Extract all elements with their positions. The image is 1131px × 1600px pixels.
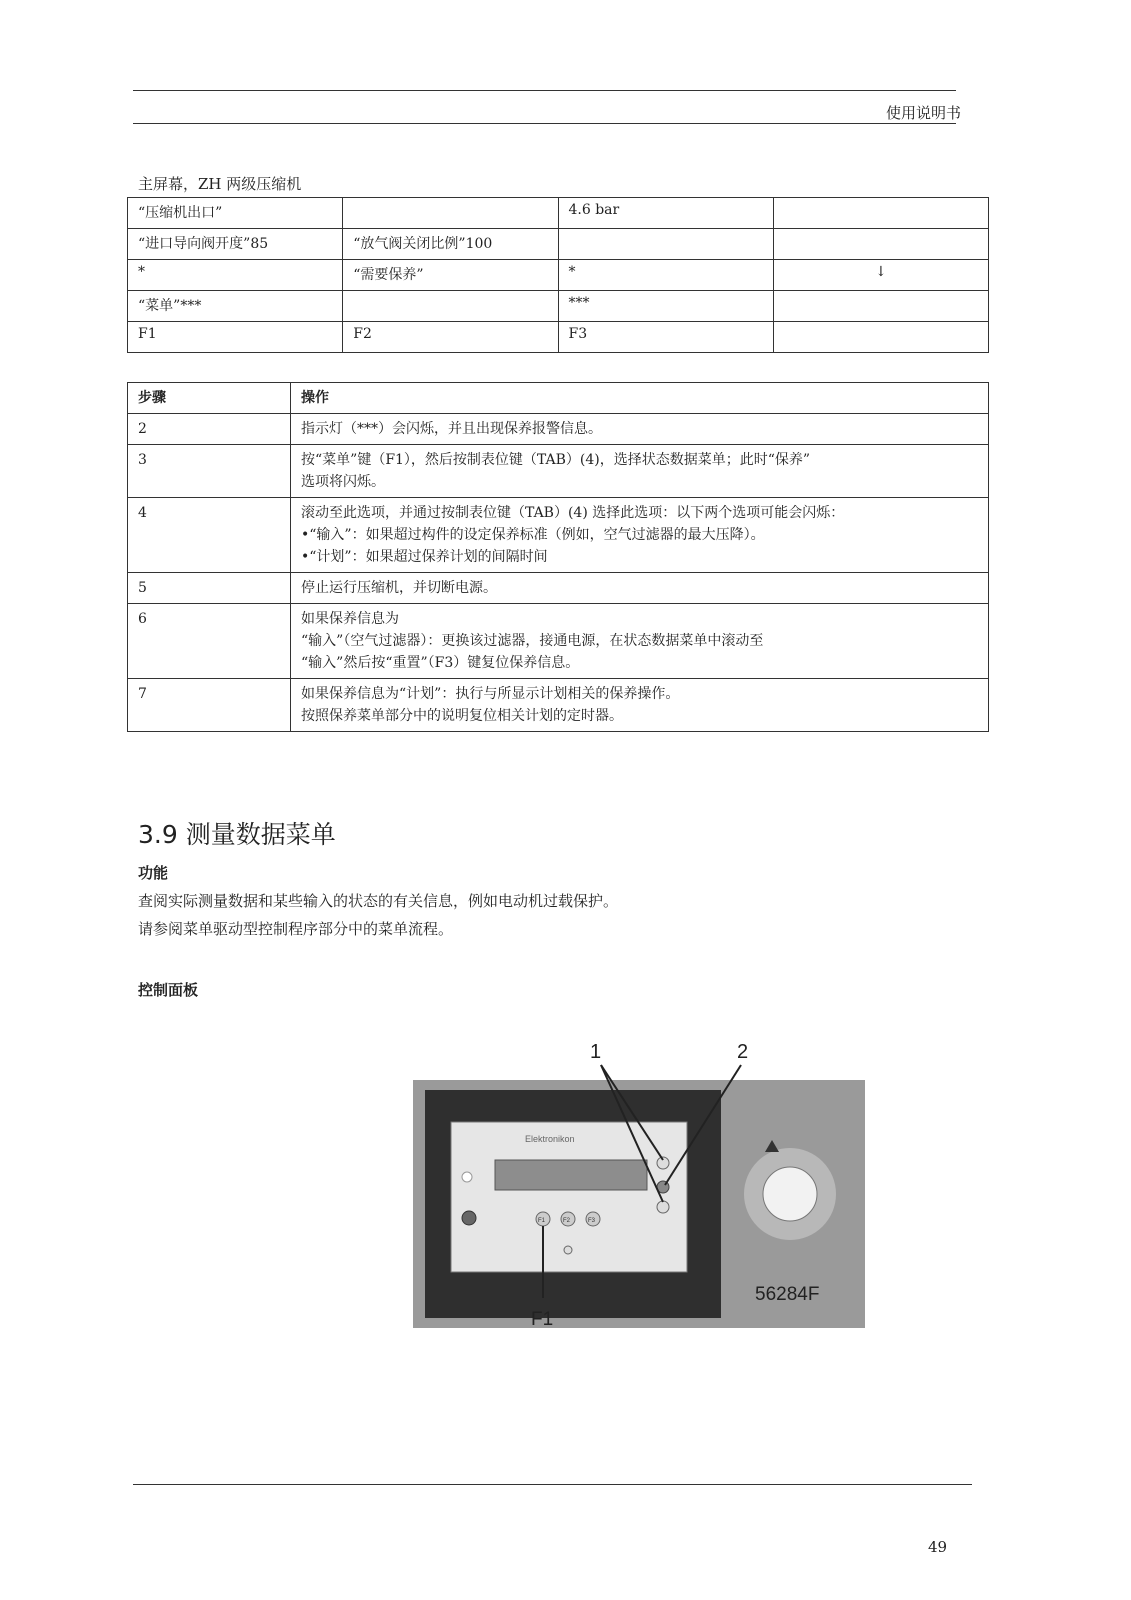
steps-table (127, 382, 989, 732)
action-line: 滚动至此选项，并通过按制表位键（TAB）(4) 选择此选项：以下两个选项可能会闪烁： (301, 505, 845, 521)
table-row (128, 198, 989, 229)
f1-key-label: F1 (538, 1218, 546, 1224)
table-cell: “菜单”*** (128, 291, 343, 322)
column-header-step: 步骤 (128, 383, 291, 414)
page-number: 49 (928, 1538, 948, 1556)
table-cell: * (128, 260, 343, 291)
function-line: 查阅实际测量数据和某些输入的状态的有关信息，例如电动机过载保护。 (138, 892, 619, 910)
table-cell (773, 291, 988, 322)
start-button[interactable] (462, 1211, 476, 1225)
action-line: 如果保养信息为 (301, 611, 399, 627)
table-cell: * (558, 260, 773, 291)
table-cell: “放气阀关闭比例”100 (343, 229, 558, 260)
screen-caption: 主屏幕，ZH 两级压缩机 (138, 175, 302, 193)
table-row (128, 445, 989, 498)
column-header-action: 操作 (291, 383, 989, 414)
function-line: 请参阅菜单驱动型控制程序部分中的菜单流程。 (138, 920, 454, 938)
table-row (128, 498, 989, 573)
indicator-light-icon (462, 1172, 472, 1182)
emergency-stop-button[interactable] (763, 1167, 817, 1221)
table-cell: “进口导向阀开度”85 (128, 229, 343, 260)
step-action (291, 445, 989, 498)
action-line: 指示灯（***）会闪烁，并且出现保养报警信息。 (301, 421, 602, 437)
step-number: 7 (128, 679, 291, 732)
control-panel-figure (405, 1030, 870, 1380)
callout-1-label: 1 (590, 1041, 602, 1063)
action-line: “输入”（空气过滤器）：更换该过滤器，接通电源，在状态数据菜单中滚动至 (301, 633, 764, 649)
action-line: “输入”然后按“重置”（F3）键复位保养信息。 (301, 655, 580, 671)
table-cell: *** (558, 291, 773, 322)
table-cell (773, 322, 988, 353)
step-number: 4 (128, 498, 291, 573)
panel-heading: 控制面板 (138, 981, 199, 999)
callout-f1-label: F1 (531, 1309, 554, 1330)
table-row (128, 260, 989, 291)
table-cell: F2 (343, 322, 558, 353)
screen-table (127, 197, 989, 353)
action-line: 按“菜单”键（F1），然后按制表位键（TAB）(4)，选择状态数据菜单；此时“保养” (301, 452, 811, 468)
table-cell (773, 198, 988, 229)
action-line: 按照保养菜单部分中的说明复位相关计划的定时器。 (301, 708, 623, 724)
step-action (291, 604, 989, 679)
table-row (128, 604, 989, 679)
action-line: 停止运行压缩机，并切断电源。 (301, 580, 497, 596)
action-line: •“输入”：如果超过构件的设定保养标准（例如，空气过滤器的最大压降）。 (301, 527, 765, 543)
table-cell: 4.6 bar (558, 198, 773, 229)
callout-2-label: 2 (737, 1041, 749, 1063)
down-arrow-cell: ↓ (773, 260, 988, 291)
action-line: 选项将闪烁。 (301, 474, 385, 490)
step-action (291, 573, 989, 604)
action-line: •“计划”：如果超过保养计划的间隔时间 (301, 549, 548, 565)
step-action (291, 414, 989, 445)
step-number: 5 (128, 573, 291, 604)
table-cell (773, 229, 988, 260)
header-rule-top (133, 90, 956, 91)
step-number: 6 (128, 604, 291, 679)
function-heading: 功能 (138, 864, 169, 882)
table-row (128, 229, 989, 260)
table-cell: “需要保养” (343, 260, 558, 291)
stop-symbol-icon (564, 1246, 572, 1254)
scroll-down-key[interactable] (657, 1201, 669, 1213)
footer-rule (133, 1484, 972, 1485)
brand-label: Elektronikon (525, 1134, 575, 1144)
step-action (291, 498, 989, 573)
section-title: 3.9 测量数据菜单 (138, 820, 336, 849)
table-cell (343, 291, 558, 322)
header-title: 使用说明书 (885, 104, 961, 122)
table-header-row (128, 383, 989, 414)
table-row (128, 291, 989, 322)
step-number: 3 (128, 445, 291, 498)
table-row (128, 414, 989, 445)
table-row (128, 573, 989, 604)
table-cell (343, 198, 558, 229)
f3-key-label: F3 (588, 1218, 596, 1224)
display-screen (495, 1160, 647, 1190)
table-row (128, 679, 989, 732)
header-rule-bottom (133, 123, 956, 124)
step-number: 2 (128, 414, 291, 445)
table-cell (558, 229, 773, 260)
table-cell: F1 (128, 322, 343, 353)
figure-code: 56284F (755, 1284, 820, 1305)
action-line: 如果保养信息为“计划”：执行与所显示计划相关的保养操作。 (301, 686, 680, 702)
table-cell: “压缩机出口” (128, 198, 343, 229)
f2-key-label: F2 (563, 1218, 571, 1224)
step-action (291, 679, 989, 732)
table-row (128, 322, 989, 353)
table-cell: F3 (558, 322, 773, 353)
